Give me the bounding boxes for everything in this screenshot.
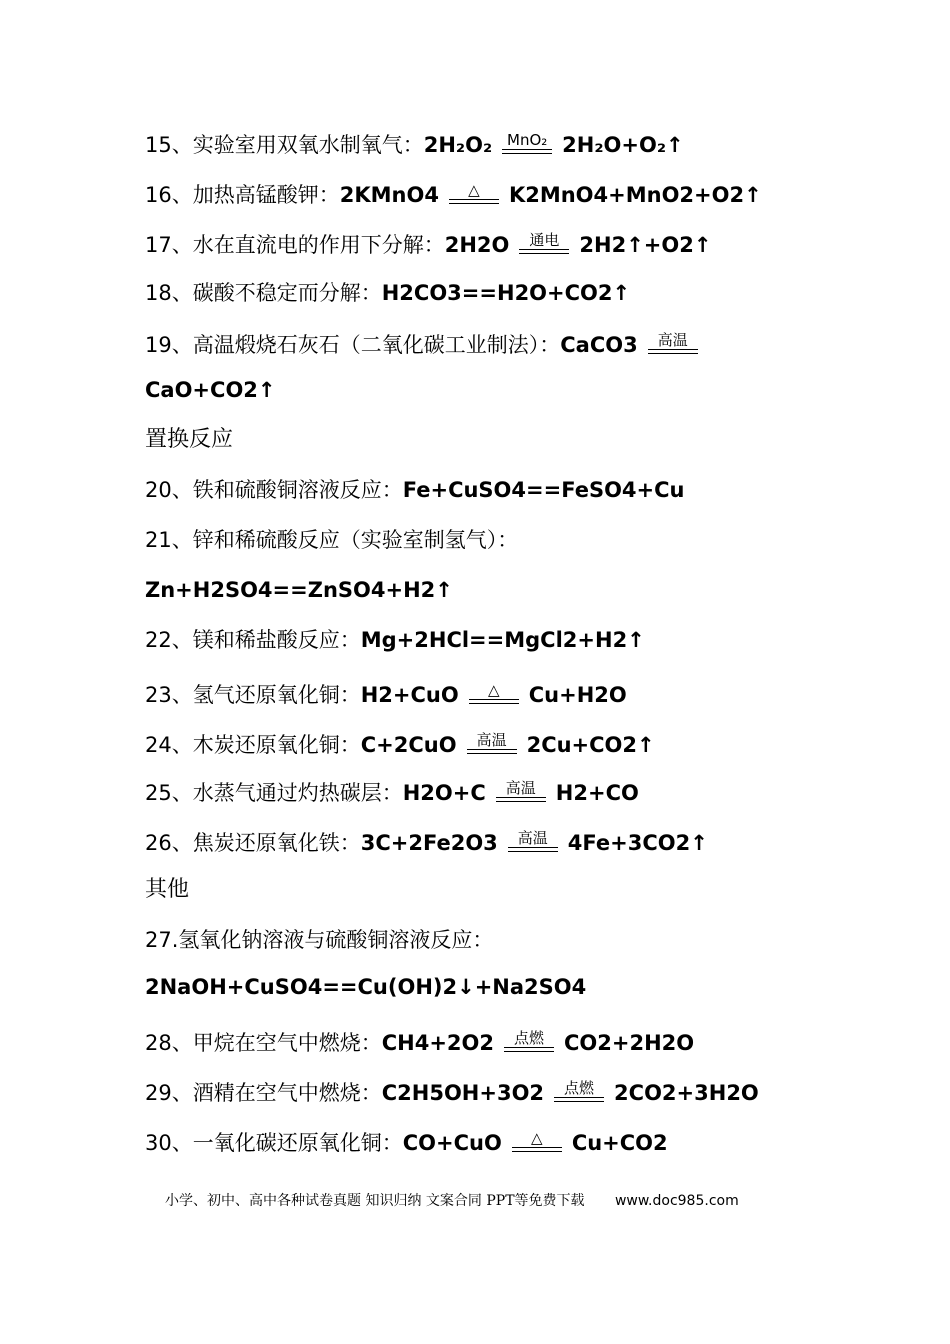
double-line-sign [512,1147,562,1152]
reaction-description: 21、锌和稀硫酸反应（实验室制氢气）： [145,528,519,552]
equation-line [145,1128,668,1158]
double-line-sign [449,199,499,204]
reaction-description: 15、实验室用双氧水制氧气： [145,133,424,157]
reaction-description: 22、镁和稀盐酸反应： [145,628,361,652]
double-line-sign [502,149,552,154]
reaction-condition [469,682,519,704]
reaction-condition [496,780,546,802]
reaction-description: 29、酒精在空气中燃烧： [145,1081,382,1105]
equation-products: 2CO2+3H2O [614,1081,759,1105]
equation-line [145,425,233,455]
equation-reactants: CO+CuO [402,1131,502,1155]
equation-line [145,575,453,605]
footer-url[interactable]: www.doc985.com [614,1193,739,1209]
equation-line [145,680,627,710]
condition-label: △ [531,1129,543,1147]
equation-products: 2H2↑+O2↑ [579,233,712,257]
equation-line [145,278,630,308]
reaction-condition [554,1080,604,1102]
reaction-description: 24、木炭还原氧化铜： [145,733,361,757]
double-line-sign [496,797,546,802]
equation-line [145,925,493,955]
equation-reactants: 2H2O [444,233,510,257]
equation-line [145,972,586,1002]
reaction-description: 23、氢气还原氧化铜： [145,683,361,707]
double-line-sign [469,699,519,704]
double-line-sign [467,749,517,754]
footer-text: 小学、初中、高中各种试卷真题 知识归纳 文案合同 PPT等免费下载 [165,1193,585,1209]
equation-reactants: C2H5OH+3O2 [381,1081,545,1105]
reaction-description: 30、一氧化碳还原氧化铜： [145,1131,403,1155]
condition-label: 点燃 [514,1029,545,1047]
equation-products: Cu+CO2 [571,1131,668,1155]
equation-reactants: 3C+2Fe2O3 [360,831,498,855]
equation-line [145,625,645,655]
equation-line [145,828,708,858]
chemical-equation: Zn+H2SO4==ZnSO4+H2↑ [145,578,453,602]
equation-reactants: 2H₂O₂ [423,133,493,157]
equation-reactants: H2+CuO [360,683,459,707]
equation-products: 4Fe+3CO2↑ [567,831,708,855]
equation-products: H2+CO [555,781,639,805]
chemical-equation: Mg+2HCl==MgCl2+H2↑ [360,628,645,652]
equation-line [145,525,518,555]
condition-label: 高温 [517,829,548,847]
equation-products: 2Cu+CO2↑ [526,733,655,757]
equation-line [145,1078,759,1108]
equation-reactants: H2O+C [402,781,486,805]
condition-label: 点燃 [564,1079,595,1097]
equation-line [145,375,276,405]
double-line-sign [508,847,558,852]
condition-label: 高温 [505,779,536,797]
reaction-description: 17、水在直流电的作用下分解： [145,233,445,257]
condition-label: △ [487,681,500,699]
reaction-condition [519,232,569,254]
equation-line [145,730,655,760]
reaction-description: 26、焦炭还原氧化铁： [145,831,361,855]
reaction-description: 27.氢氧化钠溶液与硫酸铜溶液反应： [145,928,494,952]
equation-line [145,330,708,360]
page-footer [165,1190,739,1210]
double-line-sign [504,1047,554,1052]
reaction-description: 19、高温煅烧石灰石（二氧化碳工业制法）： [145,333,561,357]
equation-products: CO2+2H2O [564,1031,695,1055]
reaction-description: 25、水蒸气通过灼热碳层： [145,781,403,805]
equation-reactants: CaCO3 [560,333,638,357]
equation-reactants: 2KMnO4 [339,183,439,207]
equation-line [145,180,762,210]
reaction-condition [504,1030,554,1052]
chemical-equation: CaO+CO2↑ [145,378,276,402]
chemical-equation: Fe+CuSO4==FeSO4+Cu [402,478,685,502]
condition-label: 通电 [529,231,560,249]
chemical-equation: 2NaOH+CuSO4==Cu(OH)2↓+Na2SO4 [145,975,587,999]
equation-products: K2MnO4+MnO2+O2↑ [508,183,762,207]
double-line-sign [554,1097,604,1102]
section-heading: 其他 [145,877,190,902]
condition-label: 高温 [657,331,688,349]
equation-line [145,778,639,808]
reaction-description: 20、铁和硫酸铜溶液反应： [145,478,403,502]
equation-reactants: C+2CuO [360,733,457,757]
equation-line [145,1028,694,1058]
double-line-sign [519,249,569,254]
equation-products: Cu+H2O [528,683,627,707]
reaction-condition [508,830,558,852]
reaction-condition [467,732,517,754]
equation-products: 2H₂O+O₂↑ [562,133,684,157]
reaction-condition [449,182,499,204]
section-heading: 置换反应 [145,427,234,452]
chemical-equation: H2CO3==H2O+CO2↑ [381,281,631,305]
equation-line [145,875,189,905]
condition-label: 高温 [476,731,507,749]
reaction-description: 16、加热高锰酸钾： [145,183,340,207]
reaction-condition [502,132,552,154]
double-line-sign [648,349,698,354]
equation-reactants: CH4+2O2 [381,1031,495,1055]
reaction-description: 18、碳酸不稳定而分解： [145,281,382,305]
condition-label: △ [468,181,480,199]
equation-line [145,130,684,160]
reaction-condition [648,332,698,354]
reaction-condition [512,1130,562,1152]
reaction-description: 28、甲烷在空气中燃烧： [145,1031,382,1055]
equation-line [145,475,685,505]
condition-label: MnO₂ [507,131,548,149]
equation-line [145,230,711,260]
